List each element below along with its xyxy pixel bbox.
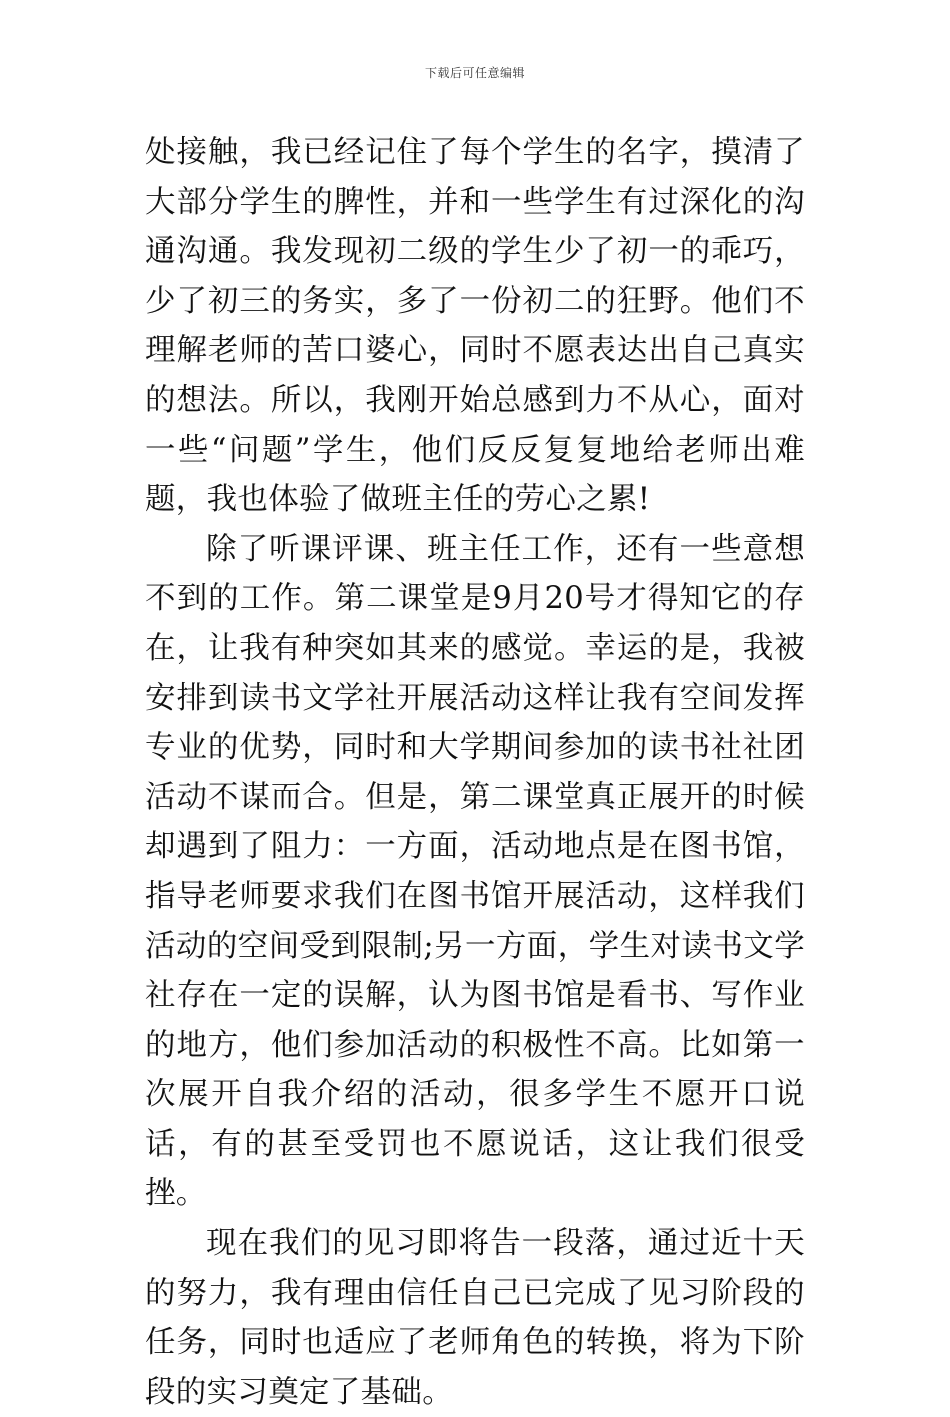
paragraph-3: 现在我们的见习即将告一段落，通过近十天的努力，我有理由信任自己已完成了见习阶段的任务，同时也适应了老师角色的转换，将为下阶段的实习奠定了基础。 (145, 1226, 805, 1410)
header-note: 下载后可任意编辑 (424, 66, 525, 80)
paragraph-2: 除了听课评课、班主任工作，还有一些意想不到的工作。第二课堂是9月20号才得知它的存在，让我有种突如其来的感觉。幸运的是，我被安排到读书文学社开展活动这样让我有空间发挥专业的优势，同时和大学期间参加的读书社社团活动不谋而合。但是，第二课堂真正展开的时候却遇到了阻力：一方面，活动地点是在图书馆，指导老师要求我们在图书馆开展活动，这样我们活动的空间受到限制;另一方面，学生对读书文学社存在一定的误解，认为图书馆是看书、写作业的地方，他们参加活动的积极性不高。比如第一次展开自我介绍的活动，很多学生不愿开口说话，有的甚至受罚也不愿说话，这让我们很受挫。 (145, 531, 805, 1212)
body-text (145, 128, 805, 1417)
paragraph-1: 处接触，我已经记住了每个学生的名字，摸清了大部分学生的脾性，并和一些学生有过深化的沟通沟通。我发现初二级的学生少了初一的乖巧，少了初三的务实，多了一份初二的狂野。他们不理解老师的苦口婆心，同时不愿表达出自己真实的想法。所以，我刚开始总感到力不从心，面对一些“问题”学生，他们反反复复地给老师出难题，我也体验了做班主任的劳心之累! (145, 135, 805, 518)
